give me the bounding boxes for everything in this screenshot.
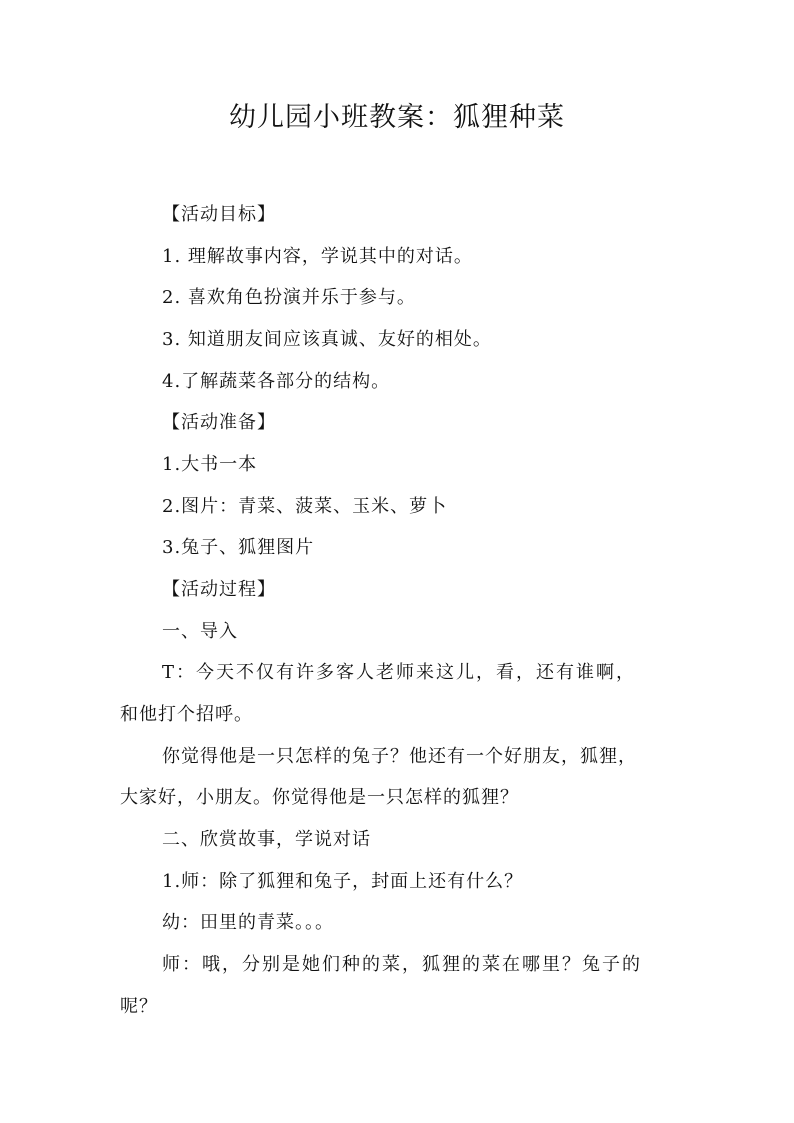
paragraph-line: 你觉得他是一只怎样的兔子？他还有一个好朋友，狐狸， [162,746,637,767]
document-title: 幼儿园小班教案：狐狸种菜 [229,102,565,133]
paragraph-line: 和他打个招呼。 [120,704,253,725]
section-heading-preparation: 【活动准备】 [162,412,276,433]
preparation-item-3: 3.兔子、狐狸图片 [162,537,315,558]
preparation-item-2: 2.图片：青菜、菠菜、玉米、萝卜 [162,496,448,517]
paragraph-line: T：今天不仅有许多客人老师来这儿，看，还有谁啊， [162,662,637,683]
dialogue-line: 呢？ [120,996,158,1017]
dialogue-line: 师：哦，分别是她们种的菜，狐狸的菜在哪里？兔子的 [162,954,642,975]
dialogue-line: 幼：田里的青菜。。。 [162,912,334,933]
preparation-item-1: 1.大书一本 [162,454,258,475]
goal-item-2: 2. 喜欢角色扮演并乐于参与。 [162,287,416,308]
goal-item-3: 3. 知道朋友间应该真诚、友好的相处。 [162,329,492,350]
process-step-story: 二、欣赏故事，学说对话 [162,829,371,850]
goal-item-4: 4.了解蔬菜各部分的结构。 [162,371,391,392]
section-heading-process: 【活动过程】 [162,579,276,600]
paragraph-line: 大家好，小朋友。你觉得他是一只怎样的狐狸？ [120,787,519,808]
process-step-intro: 一、导入 [162,621,238,642]
dialogue-line: 1.师：除了狐狸和兔子，封面上还有什么？ [162,871,524,892]
section-heading-goals: 【活动目标】 [162,204,276,225]
goal-item-1: 1. 理解故事内容，学说其中的对话。 [162,246,473,267]
